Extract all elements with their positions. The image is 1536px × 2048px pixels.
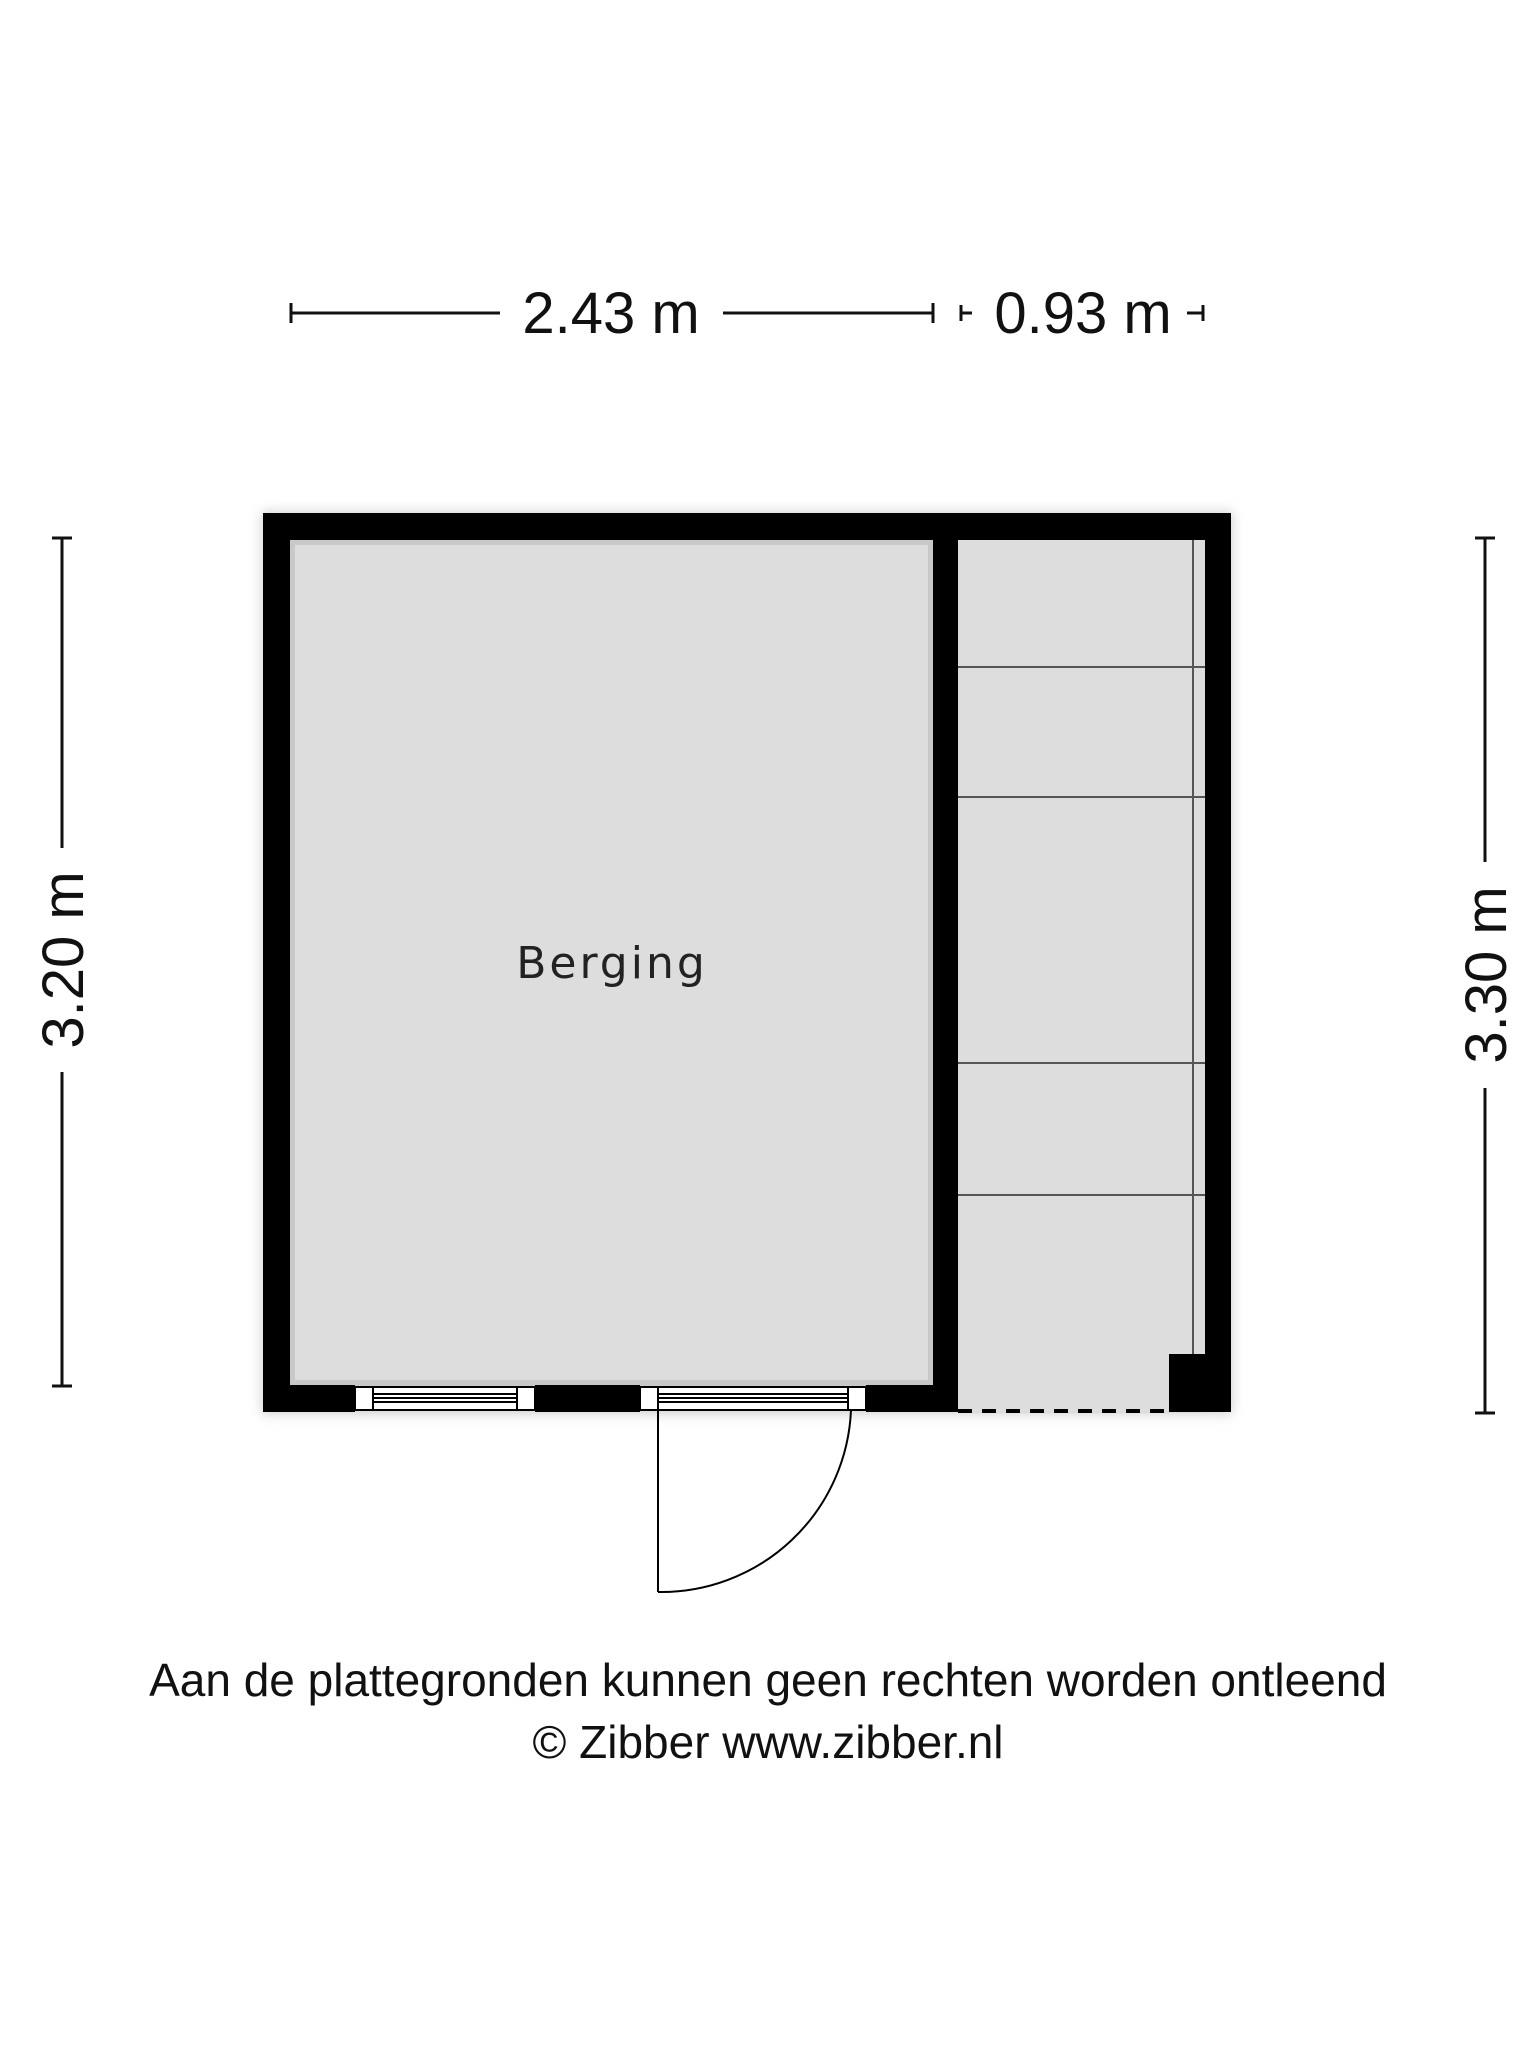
dimension-top-left — [291, 281, 933, 346]
wall-middle — [933, 513, 958, 1412]
wall-bottom-2 — [535, 1385, 640, 1412]
dimension-top-left-label: 2.43 m — [522, 281, 700, 346]
dimension-top-right — [961, 281, 1203, 346]
wall-bottom-1 — [263, 1385, 355, 1412]
wall-right — [1205, 513, 1231, 1412]
window — [355, 1387, 535, 1410]
footer-copyright: © Zibber www.zibber.nl — [532, 1716, 1004, 1768]
wall-bottom-3 — [866, 1385, 958, 1412]
dimension-right — [1454, 538, 1519, 1413]
dimension-left — [31, 538, 96, 1386]
room-label-berging: Berging — [516, 938, 708, 989]
wall-top — [263, 513, 1231, 540]
dimension-left-label: 3.20 m — [31, 871, 96, 1049]
door — [640, 1387, 866, 1592]
door-swing-arc — [658, 1410, 851, 1592]
wall-left — [263, 513, 290, 1412]
side-area-floor — [958, 540, 1205, 1413]
dimension-right-label: 3.30 m — [1454, 886, 1519, 1064]
corner-post — [1169, 1354, 1231, 1412]
footer-disclaimer: Aan de plattegronden kunnen geen rechten worden ontleend — [149, 1654, 1387, 1706]
dimension-top-right-label: 0.93 m — [994, 281, 1172, 346]
